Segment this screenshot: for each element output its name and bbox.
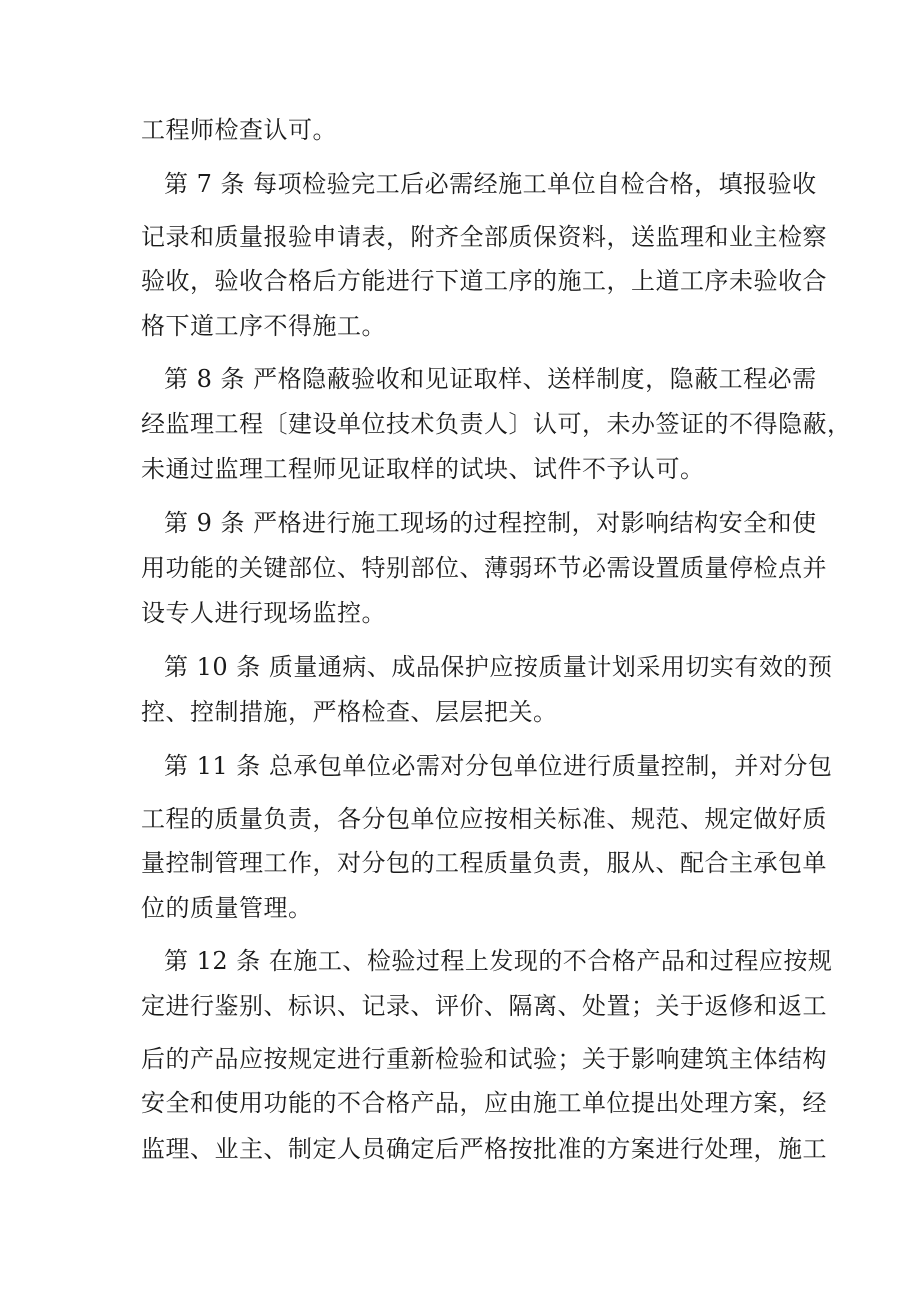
article-7-heading-line: 第 7 条 每项检验完工后必需经施工单位自检合格，填报验收 [164, 170, 817, 198]
article-11-heading-line: 第 11 条 总承包单位必需对分包单位进行质量控制，并对分包 [164, 752, 833, 780]
article-8-heading-line: 第 8 条 严格隐蔽验收和见证取样、送样制度，隐蔽工程必需 [164, 365, 817, 393]
text-line: 格下道工序不得施工。 [141, 312, 386, 340]
text-line: 记录和质量报验申请表，附齐全部质保资料，送监理和业主检察 [141, 223, 827, 251]
text-line: 工程的质量负责，各分包单位应按相关标准、规范、规定做好质 [141, 805, 827, 833]
text-line: 定进行鉴别、标识、记录、评价、隔离、处置；关于返修和返工 [141, 992, 827, 1020]
text-line: 安全和使用功能的不合格产品，应由施工单位提出处理方案，经 [141, 1089, 827, 1117]
text-line: 设专人进行现场监控。 [141, 599, 386, 627]
text-line: 未通过监理工程师见证取样的试块、试件不予认可。 [141, 455, 705, 483]
text-line: 位的质量管理。 [141, 894, 313, 922]
text-line: 用功能的关键部位、特别部位、薄弱环节必需设置质量停检点并 [141, 554, 827, 582]
article-12-heading-line: 第 12 条 在施工、检验过程上发现的不合格产品和过程应按规 [164, 947, 833, 975]
text-line: 监理、业主、制定人员确定后严格按批准的方案进行处理，施工 [141, 1135, 827, 1163]
article-9-heading-line: 第 9 条 严格进行施工现场的过程控制，对影响结构安全和使 [164, 509, 817, 537]
text-line: 量控制管理工作，对分包的工程质量负责，服从、配合主承包单 [141, 849, 827, 877]
text-line: 经监理工程〔建设单位技术负责人〕认可，未办签证的不得隐蔽， [141, 410, 852, 438]
text-line: 工程师检查认可。 [141, 116, 337, 144]
text-line: 后的产品应按规定进行重新检验和试验；关于影响建筑主体结构 [141, 1045, 827, 1073]
article-10-heading-line: 第 10 条 质量通病、成品保护应按质量计划采用切实有效的预 [164, 653, 833, 681]
text-line: 验收，验收合格后方能进行下道工序的施工，上道工序未验收合 [141, 267, 827, 295]
text-line: 控、控制措施，严格检查、层层把关。 [141, 698, 558, 726]
